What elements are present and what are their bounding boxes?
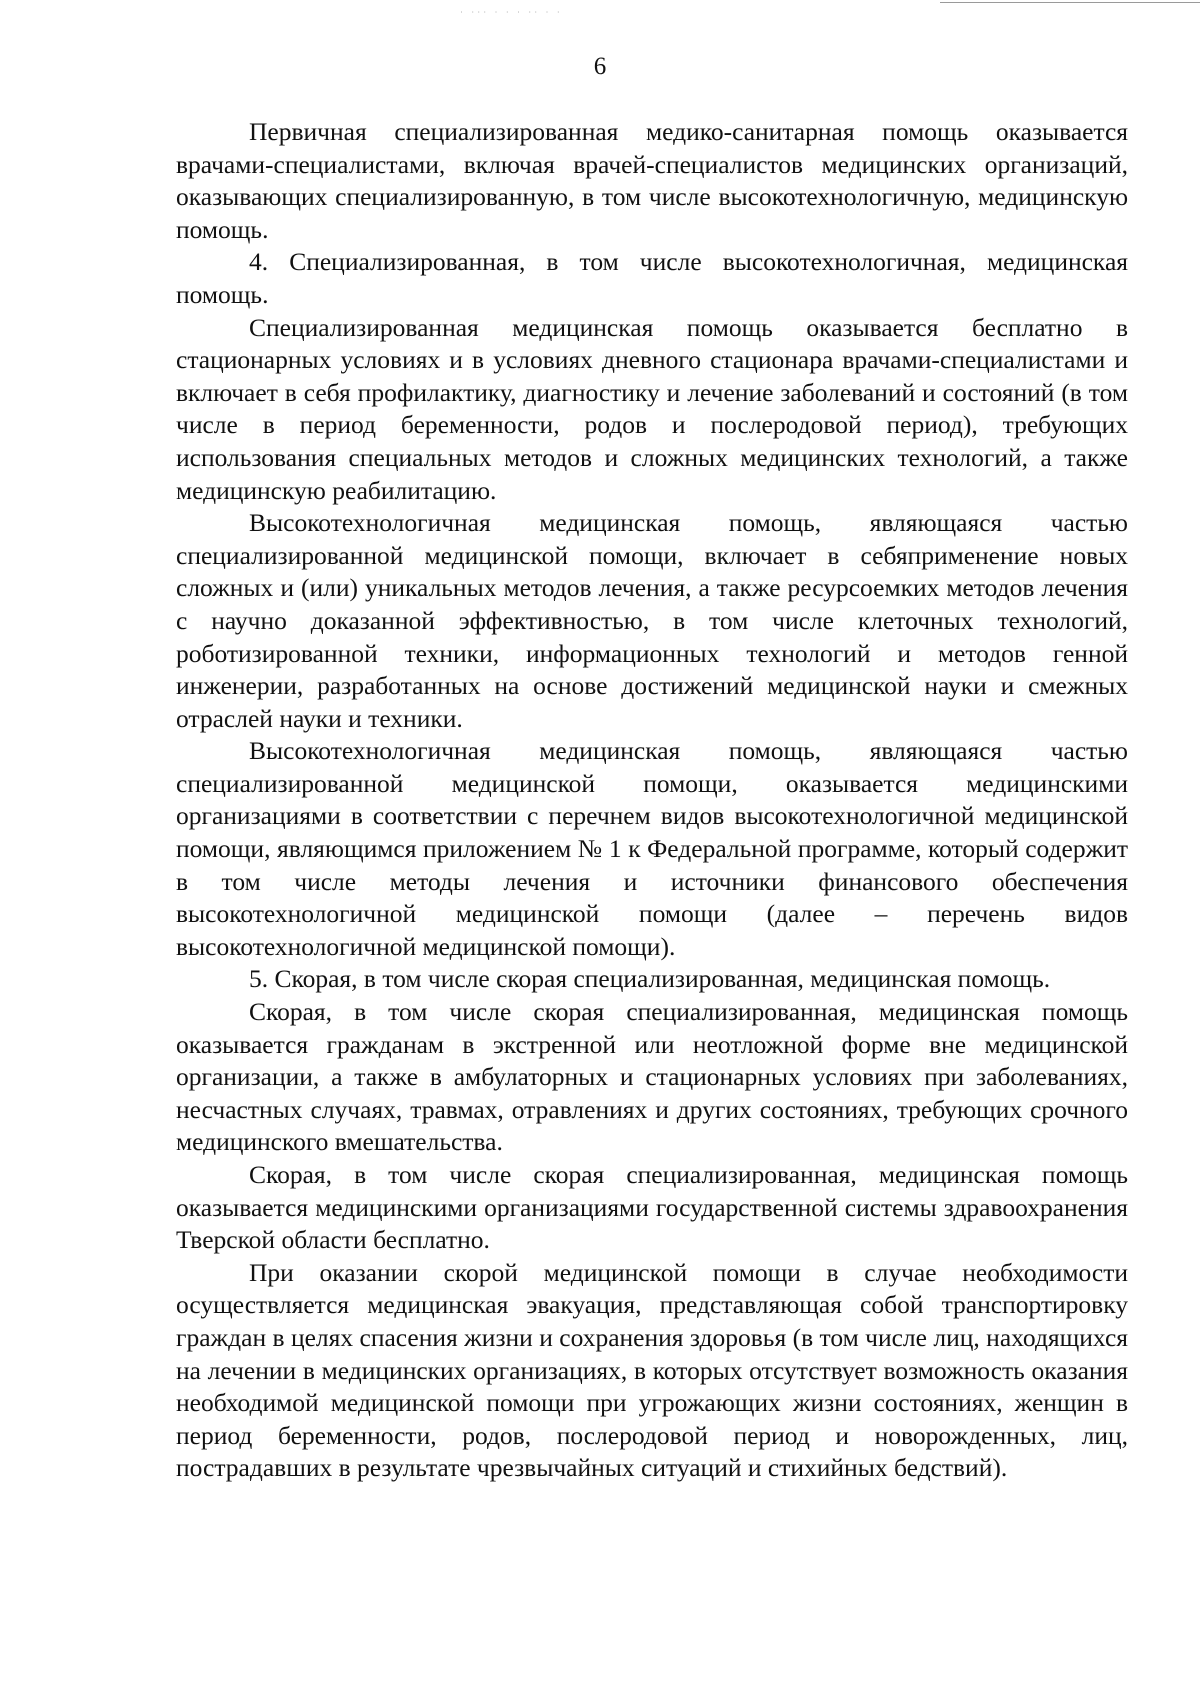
section-heading-specialized-care: 4. Специализированная, в том числе высокотехнологичная, медицинская помощь. — [176, 247, 1128, 309]
paragraph-high-tech-care-methods: Высокотехнологичная медицинская помощь, являющаяся частью специализированной медицинской помощи, включает в себяприменение новых сложных и (или) уникальных методов лечения, а также ресурсоемких методов лечения с научно доказанной эффективностью, в том числе клеточных технологий, роботизированной техники, информационных технологий и методов генной инженерии, разработанных на основе достижений медицинской науки и смежных отраслей науки и техники. — [176, 508, 1128, 733]
paragraph-emergency-care-free: Скорая, в том числе скорая специализированная, медицинская помощь оказывается медицинскими организациями государственной системы здравоохранения Тверской области бесплатно. — [176, 1160, 1128, 1255]
scan-edge-line — [940, 2, 1200, 3]
paragraph-high-tech-care-list: Высокотехнологичная медицинская помощь, являющаяся частью специализированной медицинской помощи, оказывается медицинскими организациями в соответствии с перечнем видов высокотехнологичной медицинской помощи, являющимся приложением № 1 к Федеральной программе, который содержит в том числе методы лечения и источники финансового обеспечения высокотехнологичной медицинской помощи (далее – перечень видов высокотехнологичной медицинской помощи). — [176, 736, 1128, 961]
paragraph-primary-care: Первичная специализированная медико-санитарная помощь оказывается врачами-специалистами, включая врачей-специалистов медицинских организаций, оказывающих специализированную, в том числе высокотехнологичную, медицинскую помощь. — [176, 117, 1128, 244]
scan-specks: ˙ ˙˙˙ ˙ ˙ ˙ ˙˙ ˙ ˙ — [460, 10, 563, 20]
page-number: 6 — [593, 53, 607, 80]
document-body — [176, 116, 1128, 1485]
paragraph-specialized-care: Специализированная медицинская помощь оказывается бесплатно в стационарных условиях и в условиях дневного стационара врачами-специалистами и включает в себя профилактику, диагностику и лечение заболеваний и состояний (в том числе в период беременности, родов и послеродовой период), требующих использования специальных методов и сложных медицинских технологий, а также медицинскую реабилитацию. — [176, 312, 1128, 505]
paragraph-emergency-care-provision: Скорая, в том числе скорая специализированная, медицинская помощь оказывается гражданам в экстренной или неотложной форме вне медицинской организации, а также в амбулаторных и стационарных условиях при заболеваниях, несчастных случаях, травмах, отравлениях и других состояниях, требующих срочного медицинского вмешательства. — [176, 997, 1128, 1157]
paragraph-medical-evacuation: При оказании скорой медицинской помощи в случае необходимости осуществляется медицинская эвакуация, представляющая собой транспортировку граждан в целях спасения жизни и сохранения здоровья (в том числе лиц, находящихся на лечении в медицинских организациях, в которых отсутствует возможность оказания необходимой медицинской помощи при угрожающих жизни состояниях, женщин в период беременности, родов, послеродовой период и новорожденных, лиц, пострадавших в результате чрезвычайных ситуаций и стихийных бедствий). — [176, 1257, 1128, 1483]
section-heading-emergency-care: 5. Скорая, в том числе скорая специализированная, медицинская помощь. — [249, 964, 1051, 994]
